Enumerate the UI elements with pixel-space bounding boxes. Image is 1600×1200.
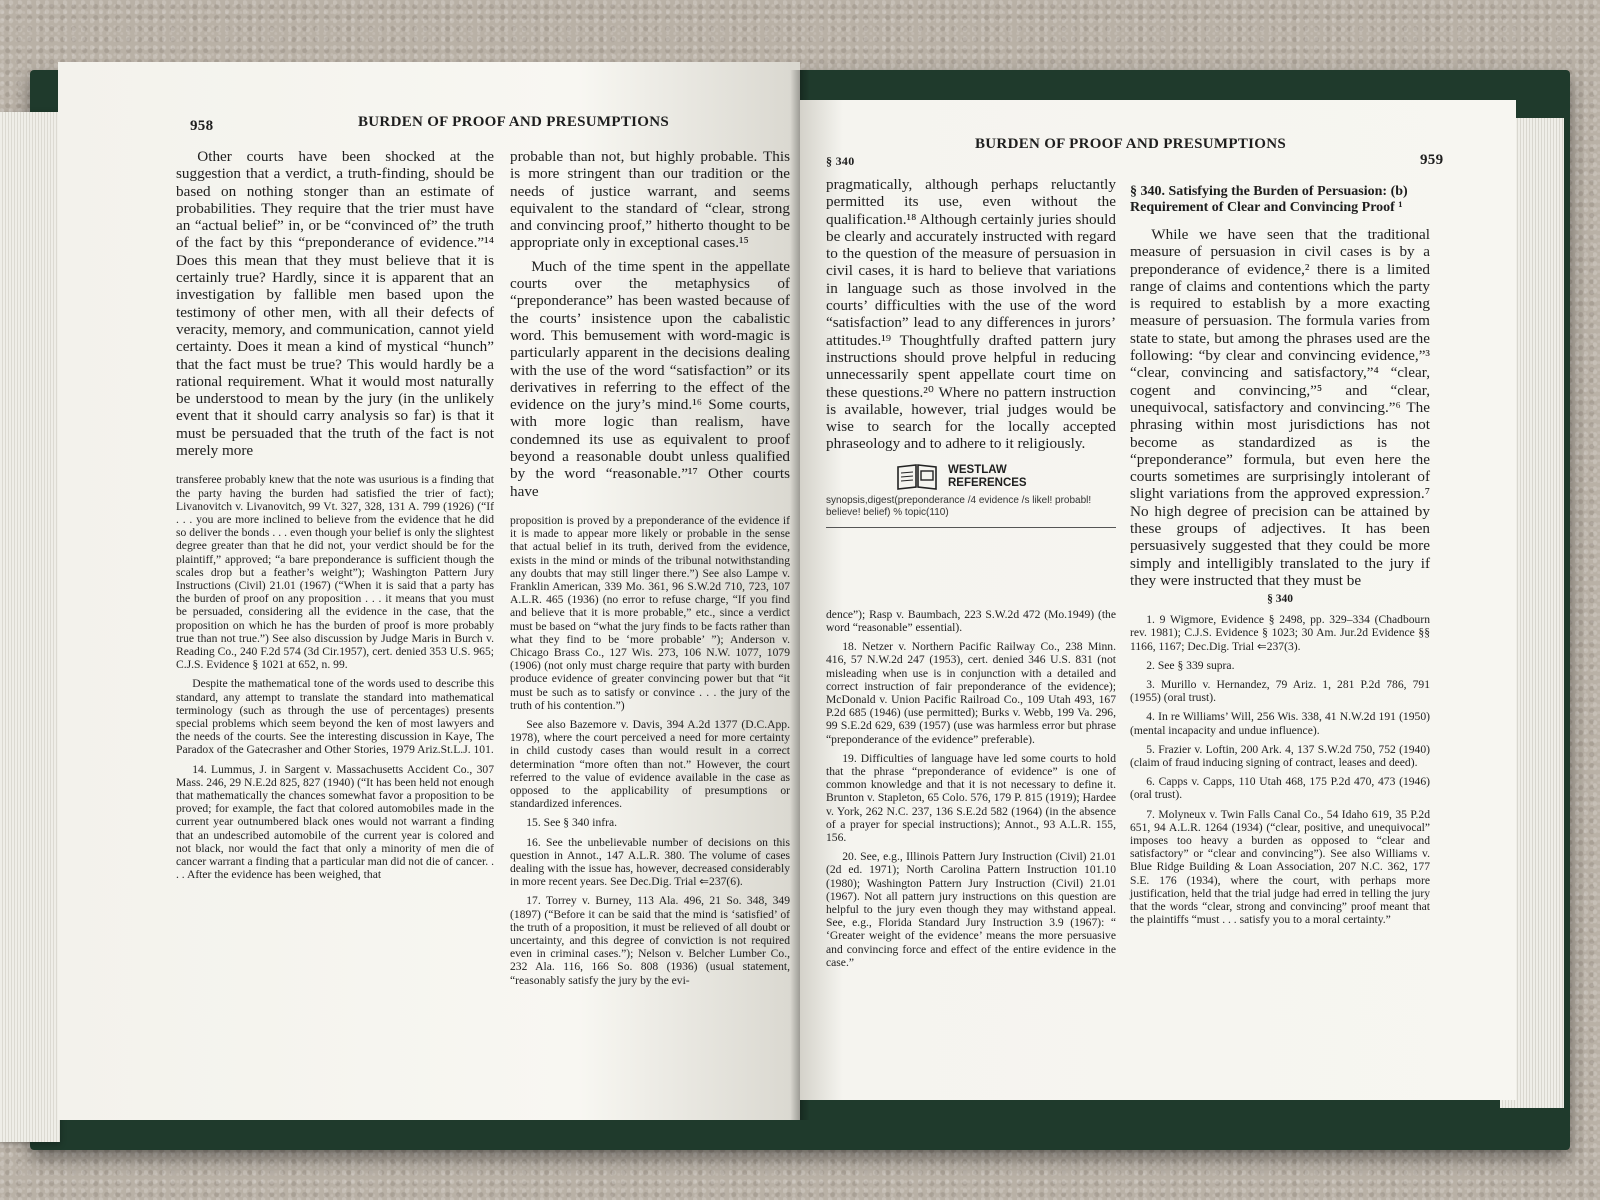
body-paragraph: While we have seen that the traditional measure of persuasion in civil cases is by a preponderance of evidence,² there is a limited range of claims and contentions which the party is required to establish by a more exacting measure of persuasion. The formula varies from state to state, but among the phrases used are the following: “by clear and convincing evidence,”³ “clear, convincing and satisfactory,”⁴ “clear, cogent and convincing,”⁵ and “clear, unequivocal, satisfactory and convincing.”⁶ The phrasing within most jurisdictions has not become as standardized as is the “preponderance” formula, but even here the courts sometimes are surprisingly intolerant of slight variations from the approved expression.⁷ No high degree of precision can be attained by these groups of adjectives. It has been persuasively suggested that they could be more simply and intelligibly translated to the jury if they were instructed that they must be bbox=[1130, 226, 1430, 589]
body-paragraph: Other courts have been shocked at the suggestion that a verdict, a truth-finding, should be based on nothing stonger than an estimate of probabilities. They require that the trier must have an “actual belief” in, or be “convinced of” the truth of the fact by this “preponderance of evidence.”¹⁴ Does this mean that they must believe that it is certainly true? Hardly, since it is apparent that an investigation by fallible men based upon the testimony of other men, with all their defects of veracity, memory, and communication, cannot yield certainty. Does it mean a kind of mystical “hunch” that the fact must be true? This would hardly be a rational requirement. What it would most naturally be understood to mean by the jury (in the unlikely event that it should carry analysis so far) is that it must be persuaded that the truth of the fact is not merely more bbox=[176, 148, 494, 460]
footnote-14: 14. Lummus, J. in Sargent v. Massachusetts Accident Co., 307 Mass. 246, 29 N.E.2d 825, 827 (1940) (“It has been held not enough that mathematically the chances somewhat favor a proposition to be proved; for example, the fact that colored automobiles made in the current year outnumbered black ones would not warrant a finding that an undescribed automobile of the current year is colored and not black, nor would the fact that only a minority of men die of cancer warrant a finding that a particular man did not die of cancer. . . . After the evidence has been weighed, that bbox=[176, 762, 494, 882]
left-page bbox=[58, 62, 800, 1120]
footnote-15: 15. See § 340 infra. bbox=[526, 816, 618, 830]
footnote-2: 2. See § 339 supra. bbox=[1146, 658, 1235, 672]
westlaw-query: synopsis,digest(preponderance /4 evidence /s likel! probabl! believe! belief) % topic(110) bbox=[826, 494, 1092, 518]
right-page-number: 959 bbox=[1420, 152, 1444, 168]
footnote-continuation: transferee probably knew that the note was usurious is a finding that the party having the burden had satisfied the trier of fact); Livanovitch v. Livanovitch, 99 Vt. 327, 328, 131 A. 799 (1926) (“If . . . you are more inclined to believe from the evidence that he did so deliver the bonds . . . even though your belief is only the slightest degree greater than that he did not, your verdict should be for the plaintiff,” approved; “a bare preponderance is sufficient though the scales drop but a feather’s weight”); Washington Pattern Jury Instructions (Civil) 21.01 (1967) (“When it is said that a party has the burden of proof on any proposition . . . it means that you must be persuaded, considering all the evidence in the case, that the proposition on which he has the burden of proof is more probably true than not true.”) See also discussion by Judge Maris in Burch v. Reading Co., 240 F.2d 574 (3d Cir.1957), cert. denied 353 U.S. 965; C.J.S. Evidence § 1021 at 652, n. 99. bbox=[176, 473, 494, 672]
right-running-head: BURDEN OF PROOF AND PRESUMPTIONS bbox=[975, 136, 1286, 152]
footnote-7: 7. Molyneux v. Twin Falls Canal Co., 54 Idaho 619, 35 P.2d 651, 94 A.L.R. 1264 (1934) (“clear, positive, and unequivocal” imposes too heavy a burden as opposed to “clear and satisfactory” or “clear and convincing”). See also Williams v. Blue Ridge Building & Loan Association, 207 N.C. 362, 177 S.E. 176 (1934), where the court, with perhaps more justification, held that the trial judge had erred in telling the jury that the words “clear, strong and convincing” proof meant that the plaintiffs “must . . . satisfy you to a moral certainty.” bbox=[1130, 807, 1430, 927]
right-page bbox=[800, 100, 1516, 1100]
westlaw-label: WESTLAW bbox=[948, 463, 1007, 476]
right-column-1 bbox=[826, 176, 1116, 975]
body-paragraph: Much of the time spent in the appellate courts over the metaphysics of “preponderance” has been wasted because of the courts’ insistence upon the cabalistic word. This bemusement with word-magic is particularly apparent in the decisions dealing with the use of the word “satisfaction” or its derivatives in referring to the effect of the evidence on the jury’s mind.¹⁶ Some courts, with more logic than realism, have condemned its use as equivalent to proof beyond a reasonable doubt unless qualified by the word “reasonable.”¹⁷ Other courts have bbox=[510, 257, 790, 500]
body-paragraph: pragmatically, although perhaps reluctantly permitted its use, even without the qualification.¹⁸ Although certainly juries should be clearly and accurately instructed with regard to the question of the measure of persuasion in civil cases, it is hard to believe that variations in language such as those involved in the courts’ difficulties with the use of the word “satisfaction” lead to any differences in jurors’ attitudes.¹⁹ Thoughtfully drafted pattern jury instructions should prove helpful in reducing unnecessarily spent appellate court time on these questions.²⁰ Where no pattern instruction is available, however, trial judges would be wise to search for the locally accepted phraseology and to adhere to it religiously. bbox=[826, 176, 1116, 453]
footnote-1: 1. 9 Wigmore, Evidence § 2498, pp. 329–334 (Chadbourn rev. 1981); C.J.S. Evidence § 1023; 30 Am. Jur.2d Evidence §§ 1166, 1167; Dec.Dig. Trial ⇐237(3). bbox=[1130, 613, 1430, 653]
footnote-4: 4. In re Williams’ Will, 256 Wis. 338, 41 N.W.2d 191 (1950) (mental incapacity and undue influence). bbox=[1130, 710, 1430, 737]
right-section-marker: § 340 bbox=[826, 154, 855, 168]
right-column-2 bbox=[1130, 184, 1430, 933]
footnote-paragraph: See also Bazemore v. Davis, 394 A.2d 1377 (D.C.App. 1978), where the court perceived a need for more certainty in child custody cases than would result in a correct determination “more often than not.” However, the court referred to the value of evidence available in the case as opposed to the applicability of presumptions or standardized inferences. bbox=[510, 717, 790, 811]
divider-rule bbox=[826, 527, 1116, 528]
footnote-18: 18. Netzer v. Northern Pacific Railway Co., 238 Minn. 416, 57 N.W.2d 247 (1953), cert. denied 346 U.S. 831 (not misleading when use is in conjunction with a detailed and correct instruction of fair preponderance of the evidence); McDonald v. Union Pacific Railroad Co., 109 Utah 493, 167 P.2d 685 (1946) (use permitted); Burks v. Webb, 199 Va. 296, 99 S.E.2d 629, 639 (1957) (use was harmless error but phrase “preponderance of the evidence” preferable). bbox=[826, 640, 1116, 746]
left-column-2 bbox=[510, 148, 790, 993]
footnote-5: 5. Frazier v. Loftin, 200 Ark. 4, 137 S.W.2d 750, 752 (1940) (claim of fraud inducing signing of contract, leases and deed). bbox=[1130, 742, 1430, 770]
footnote-3: 3. Murillo v. Hernandez, 79 Ariz. 1, 281 P.2d 786, 791 (1955) (oral trust). bbox=[1130, 678, 1430, 705]
footnote-continuation: dence”); Rasp v. Baumbach, 223 S.W.2d 472 (Mo.1949) (the word “reasonable” essential). bbox=[826, 607, 1116, 634]
footnote-16: 16. See the unbelievable number of decisions on this question in Annot., 147 A.L.R. 380. The volume of cases dealing with the issue has, however, decreased considerably in more recent years. See Dec.Dig. Trial ⇐237(6). bbox=[510, 835, 790, 889]
footnote-19: 19. Difficulties of language have led some courts to hold that the phrase “preponderance of evidence” is one of common knowledge and that it is not necessary to define it. Brunton v. Stapleton, 65 Colo. 576, 179 P. 815 (1919); Hardee v. York, 262 N.C. 237, 136 S.E.2d 582 (1964) (in the absence of a prayer for special instructions); Annot., 93 A.L.R. 155, 156. bbox=[826, 751, 1116, 844]
book-icon bbox=[896, 463, 938, 491]
footnote-paragraph: Despite the mathematical tone of the words used to describe this standard, any attempt to translate the standard into mathematical terminology (such as through the use of percentages) presents special problems which seem beyond the ken of most lawyers and the needs of the courts. See the interesting discussion in Kaye, The Paradox of the Gatecrasher and Other Stories, 1979 Ariz.St.L.J. 101. bbox=[176, 677, 494, 757]
left-running-head: BURDEN OF PROOF AND PRESUMPTIONS bbox=[358, 114, 669, 130]
section-heading: § 340. Satisfying the Burden of Persuasion: (b) Requirement of Clear and Convincing Proof ¹ bbox=[1130, 184, 1408, 215]
westlaw-references bbox=[896, 463, 1116, 491]
notes-section-label: § 340 bbox=[1267, 593, 1293, 606]
footnote-continuation: proposition is proved by a preponderance of the evidence if it is made to appear more likely or probable in the sense that actual belief in its truth, derived from the evidence, exists in the mind or minds of the tribunal notwithstanding any doubts that may still linger there.”) See also Lampe v. Franklin American, 339 Mo. 361, 96 S.W.2d 710, 723, 107 A.L.R. 465 (1936) (no error to refuse charge, “If you find and believe that it is more probable,” etc., since a verdict must be based on “what the jury finds to be facts rather than what they find to be ‘more probable’ ”); Anderson v. Chicago Brass Co., 127 Wis. 273, 106 N.W. 1077, 1079 (1906) (not only must charge require that party with burden produce evidence of greater convincing power but that “it must be such as to satisfy or convince . . . the jury of the truth of his contention.”) bbox=[510, 513, 790, 712]
footnote-17: 17. Torrey v. Burney, 113 Ala. 496, 21 So. 348, 349 (1897) (“Before it can be said that the mind is ‘satisfied’ of the truth of a proposition, it must be relieved of all doubt or uncertainty, and this degree of conviction is not required even in criminal cases.”); Nelson v. Belcher Lumber Co., 232 Ala. 116, 166 So. 808 (1936) (usual statement, “reasonably satisfy the jury by the evi- bbox=[510, 894, 790, 987]
footnote-20: 20. See, e.g., Illinois Pattern Jury Instruction (Civil) 21.01 (2d ed. 1971); North Carolina Pattern Instruction 101.10 (1980); Washington Pattern Jury Instruction (Civil) 21.01 (1967). Not all pattern jury instructions on this question are helpful to the jury even though they may withstand appeal. See, e.g., Florida Standard Jury Instruction 3.9 (1967): “ ‘Greater weight of the evidence’ means the more persuasive and convincing force and effect of the entire evidence in the case.” bbox=[826, 850, 1116, 969]
body-paragraph: probable than not, but highly probable. This is more stringent than our tradition or the needs of justice warrant, and seems equivalent to the standard of “clear, strong and convincing proof,” hitherto thought to be appropriate only in exceptional cases.¹⁵ bbox=[510, 148, 790, 252]
references-label: REFERENCES bbox=[948, 476, 1027, 489]
left-column-1 bbox=[176, 148, 494, 887]
page-edges-left bbox=[0, 112, 60, 1142]
left-page-number: 958 bbox=[190, 118, 214, 134]
footnote-6: 6. Capps v. Capps, 110 Utah 468, 175 P.2d 470, 473 (1946) (oral trust). bbox=[1130, 775, 1430, 802]
